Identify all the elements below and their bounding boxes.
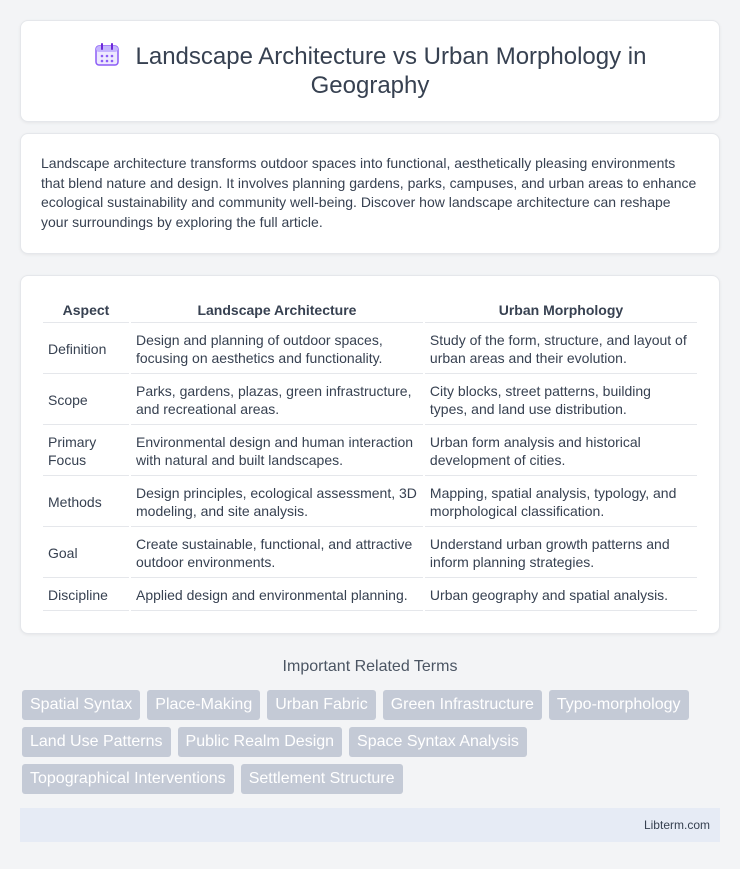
- table-row: [43, 325, 697, 374]
- row-urban: Mapping, spatial analysis, typology, and morphological classification.: [425, 478, 697, 527]
- intro-card: [20, 133, 720, 254]
- row-landscape: Design and planning of outdoor spaces, focusing on aesthetics and functionality.: [131, 325, 423, 374]
- tag-spatial-syntax[interactable]: Spatial Syntax: [22, 690, 140, 720]
- table-row: [43, 580, 697, 611]
- header-landscape-architecture: Landscape Architecture: [131, 298, 423, 323]
- tag-place-making[interactable]: Place-Making: [147, 690, 260, 720]
- row-landscape: Environmental design and human interaction with natural and built landscapes.: [131, 427, 423, 476]
- row-landscape: Design principles, ecological assessment, 3D modeling, and site analysis.: [131, 478, 423, 527]
- comparison-table: [41, 296, 699, 613]
- row-landscape: Parks, gardens, plazas, green infrastructure, and recreational areas.: [131, 376, 423, 425]
- row-landscape: Create sustainable, functional, and attractive outdoor environments.: [131, 529, 423, 578]
- table-row: [43, 427, 697, 476]
- row-urban: City blocks, street patterns, building types, and land use distribution.: [425, 376, 697, 425]
- header-urban-morphology: Urban Morphology: [425, 298, 697, 323]
- row-aspect: Discipline: [43, 580, 129, 611]
- table-row: [43, 376, 697, 425]
- row-urban: Urban geography and spatial analysis.: [425, 580, 697, 611]
- tag-green-infrastructure[interactable]: Green Infrastructure: [383, 690, 542, 720]
- row-aspect: Definition: [43, 325, 129, 374]
- tag-typo-morphology[interactable]: Typo-morphology: [549, 690, 689, 720]
- comparison-table-card: [20, 275, 720, 634]
- tag-land-use-patterns[interactable]: Land Use Patterns: [22, 727, 171, 757]
- row-aspect: Methods: [43, 478, 129, 527]
- intro-text: Landscape architecture transforms outdoor spaces into functional, aesthetically pleasing environments that blend nature and design. It involves planning gardens, parks, campuses, and urban areas to enhance ecological sustainability and community well-being. Discover how landscape architecture can reshape your surroundings by exploring the full article.: [41, 155, 697, 230]
- table-header-row: [43, 298, 697, 323]
- calendar-icon: [94, 43, 120, 67]
- tag-settlement-structure[interactable]: Settlement Structure: [241, 764, 403, 794]
- row-landscape: Applied design and environmental planning.: [131, 580, 423, 611]
- title-card: [20, 20, 720, 122]
- page-title: [61, 42, 679, 100]
- title-text: Landscape Architecture vs Urban Morphology in Geography: [135, 43, 647, 99]
- row-urban: Urban form analysis and historical development of cities.: [425, 427, 697, 476]
- tag-topographical-interventions[interactable]: Topographical Interventions: [22, 764, 234, 794]
- footer-site-link[interactable]: Libterm.com: [643, 818, 710, 833]
- tag-space-syntax-analysis[interactable]: Space Syntax Analysis: [349, 727, 527, 757]
- row-urban: Study of the form, structure, and layout of urban areas and their evolution.: [425, 325, 697, 374]
- row-aspect: Primary Focus: [43, 427, 129, 476]
- table-row: [43, 478, 697, 527]
- table-row: [43, 529, 697, 578]
- tag-public-realm-design[interactable]: Public Realm Design: [178, 727, 343, 757]
- header-aspect: Aspect: [43, 298, 129, 323]
- related-terms-title: Important Related Terms: [282, 658, 458, 676]
- row-aspect: Scope: [43, 376, 129, 425]
- row-urban: Understand urban growth patterns and inform planning strategies.: [425, 529, 697, 578]
- footer: [20, 808, 720, 842]
- row-aspect: Goal: [43, 529, 129, 578]
- tag-urban-fabric[interactable]: Urban Fabric: [267, 690, 375, 720]
- related-terms-list: [20, 690, 720, 794]
